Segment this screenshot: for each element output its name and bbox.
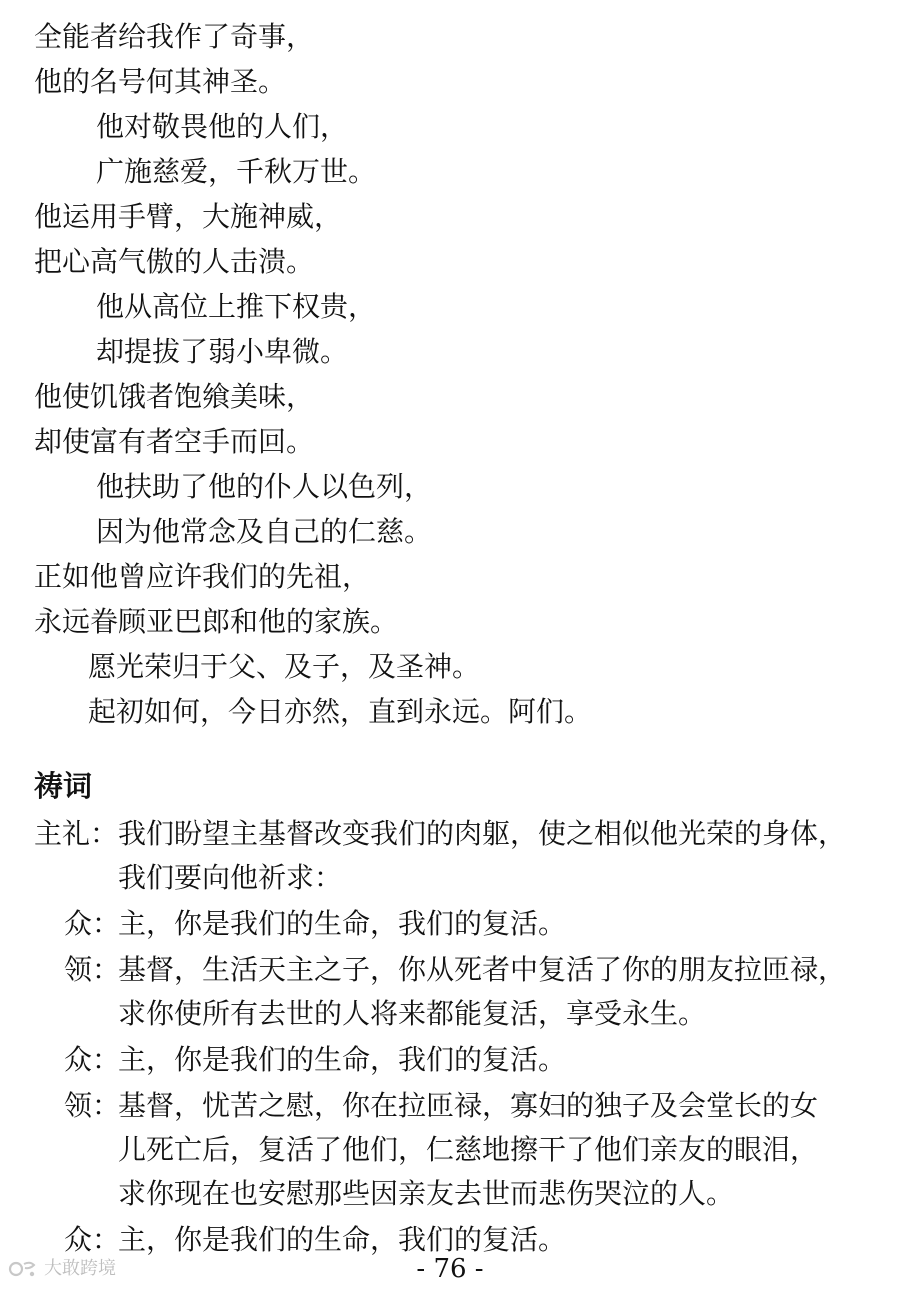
watermark bbox=[8, 1256, 116, 1282]
canticle-verses bbox=[34, 14, 874, 734]
prayer-entry bbox=[34, 902, 884, 946]
prayer-text-line: 主，你是我们的生命，我们的复活。 bbox=[118, 907, 567, 940]
speaker-label: 众： bbox=[64, 907, 121, 940]
section-title: 祷词 bbox=[34, 769, 93, 803]
verse-line: 全能者给我作了奇事， bbox=[34, 20, 315, 53]
prayer-text-line: 主，你是我们的生命，我们的复活。 bbox=[118, 1223, 567, 1256]
prayer-text bbox=[34, 1038, 884, 1082]
prayer-text-line: 主，你是我们的生命，我们的复活。 bbox=[118, 1043, 567, 1076]
prayer-text bbox=[34, 902, 884, 946]
prayer-text-line: 求你现在也安慰那些因亲友去世而悲伤哭泣的人。 bbox=[118, 1177, 735, 1210]
intercessions bbox=[34, 812, 884, 1262]
prayer-text-line: 基督，生活天主之子，你从死者中复活了你的朋友拉匝禄， bbox=[118, 953, 847, 986]
verse-line: 他扶助了他的仆人以色列， bbox=[96, 470, 433, 503]
watermark-text: 大敢跨境 bbox=[44, 1258, 116, 1279]
verse-line: 正如他曾应许我们的先祖， bbox=[34, 560, 371, 593]
verse-line: 他运用手臂，大施神威， bbox=[34, 200, 343, 233]
prayer-entry bbox=[34, 1038, 884, 1082]
speaker-label: 领： bbox=[64, 953, 121, 986]
prayer-text-line: 基督，忧苦之慰，你在拉匝禄，寡妇的独子及会堂长的女 bbox=[118, 1089, 819, 1122]
verse-line: 却提拔了弱小卑微。 bbox=[96, 335, 349, 368]
prayer-entry bbox=[34, 1084, 884, 1216]
prayer-text-line: 我们盼望主基督改变我们的肉躯，使之相似他光荣的身体， bbox=[118, 817, 847, 850]
verse-line: 把心高气傲的人击溃。 bbox=[34, 245, 315, 278]
verse-line: 他从高位上推下权贵， bbox=[96, 290, 377, 323]
verse-line: 因为他常念及自己的仁慈。 bbox=[96, 515, 433, 548]
prayer-text-line: 求你使所有去世的人将来都能复活，享受永生。 bbox=[118, 997, 707, 1030]
speaker-label: 主礼： bbox=[34, 817, 119, 850]
speaker-label: 领： bbox=[64, 1089, 121, 1122]
verse-line: 永远眷顾亚巴郎和他的家族。 bbox=[34, 605, 399, 638]
prayer-text-line: 儿死亡后，复活了他们，仁慈地擦干了他们亲友的眼泪， bbox=[118, 1133, 819, 1166]
prayer-entry bbox=[34, 812, 884, 900]
watermark-logo-icon bbox=[8, 1259, 38, 1279]
verse-line: 却使富有者空手而回。 bbox=[34, 425, 315, 458]
page-number: - 76 - bbox=[416, 1254, 484, 1284]
prayer-entry bbox=[34, 948, 884, 1036]
doxology-line: 愿光荣归于父、及子，及圣神。 bbox=[88, 650, 481, 683]
prayer-text-line: 我们要向他祈求： bbox=[118, 861, 343, 894]
verse-line: 他的名号何其神圣。 bbox=[34, 65, 287, 98]
speaker-label: 众： bbox=[64, 1223, 121, 1256]
prayer-text bbox=[34, 1084, 884, 1216]
verse-line: 他使饥饿者饱飨美味， bbox=[34, 380, 315, 413]
doxology-line: 起初如何，今日亦然，直到永远。阿们。 bbox=[88, 695, 593, 728]
prayer-text bbox=[34, 812, 884, 900]
verse-line: 广施慈爱，千秋万世。 bbox=[96, 155, 377, 188]
speaker-label: 众： bbox=[64, 1043, 121, 1076]
verse-line: 他对敬畏他的人们， bbox=[96, 110, 349, 143]
prayer-text bbox=[34, 948, 884, 1036]
